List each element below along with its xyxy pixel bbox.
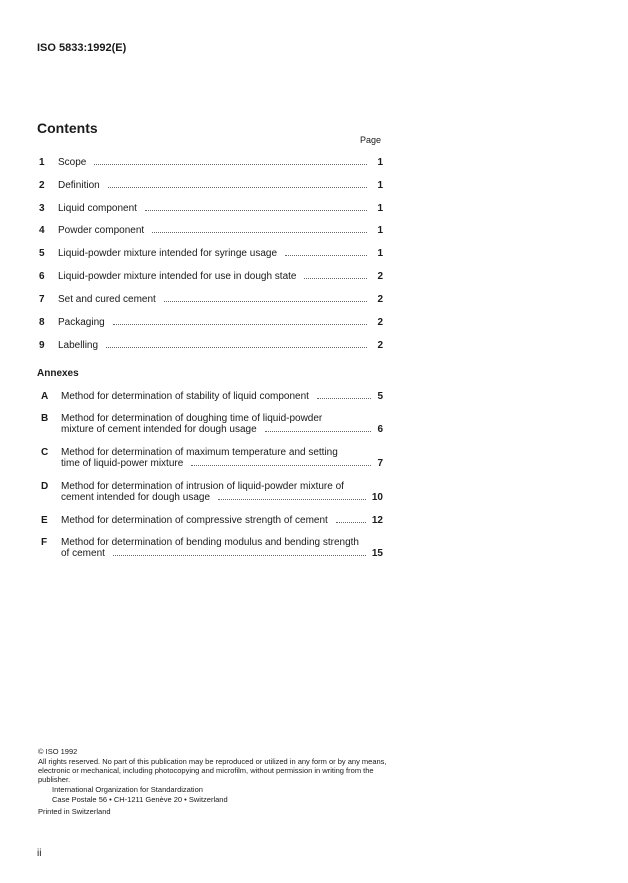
contents-heading: Contents <box>37 120 98 136</box>
toc-entry-page: 2 <box>377 340 383 351</box>
toc-entry-label: Labelling <box>58 340 99 351</box>
toc-entry-page: 1 <box>377 180 383 191</box>
toc-entry-label: Liquid-powder mixture intended for use in dough state <box>58 271 297 282</box>
toc-entry-number: 3 <box>39 203 45 214</box>
annex-page: 7 <box>377 458 383 469</box>
leader-dots <box>94 164 367 165</box>
annex-letter: C <box>41 447 49 458</box>
toc-entry-number: 4 <box>39 225 45 236</box>
annex-title-line2: time of liquid-power mixture <box>61 458 184 469</box>
toc-entry-label: Packaging <box>58 317 105 328</box>
page-column-label: Page <box>360 135 382 145</box>
annex-title-line1: Method for determination of maximum temperature and setting <box>61 447 338 458</box>
annex-letter: E <box>41 515 48 526</box>
annex-letter: A <box>41 391 49 402</box>
annex-page: 10 <box>371 492 383 503</box>
toc-entry-number: 5 <box>39 248 45 259</box>
annex-title-line2: cement intended for dough usage <box>61 492 210 503</box>
annex-title-line2: mixture of cement intended for dough usage <box>61 424 257 435</box>
annex-title-line2: of cement <box>61 548 105 559</box>
toc-entry-number: 1 <box>39 157 45 168</box>
leader-dots <box>113 324 367 325</box>
annex-page: 12 <box>371 515 383 526</box>
leader-dots <box>164 301 367 302</box>
leader-dots <box>113 555 366 556</box>
leader-dots <box>265 431 372 432</box>
standard-identifier: ISO 5833:1992(E) <box>37 42 127 54</box>
toc-entry-number: 9 <box>39 340 45 351</box>
toc-entry-label: Liquid-powder mixture intended for syringe usage <box>58 248 278 259</box>
toc-entry-number: 7 <box>39 294 45 305</box>
annex-title: Method for determination of compressive strength of cement <box>61 515 328 526</box>
toc-entry-label: Scope <box>58 157 87 168</box>
leader-dots <box>191 465 371 466</box>
annex-title-line1: Method for determination of intrusion of liquid-powder mixture of <box>61 481 344 492</box>
toc-entry-page: 1 <box>377 248 383 259</box>
printed-in: Printed in Switzerland <box>38 807 111 816</box>
annex-letter: F <box>41 537 48 548</box>
toc-entry-page: 2 <box>377 317 383 328</box>
toc-entry-page: 1 <box>377 203 383 214</box>
toc-entry-number: 2 <box>39 180 45 191</box>
annex-page: 6 <box>377 424 383 435</box>
annex-page: 15 <box>371 548 383 559</box>
leader-dots <box>304 278 367 279</box>
organization-name: International Organization for Standardization <box>52 785 203 794</box>
leader-dots <box>145 210 367 211</box>
annex-title-line1: Method for determination of doughing time of liquid-powder <box>61 413 323 424</box>
toc-entry-page: 2 <box>377 294 383 305</box>
toc-entry-page: 1 <box>377 225 383 236</box>
annex-letter: B <box>41 413 49 424</box>
organization-address: Case Postale 56 • CH-1211 Genève 20 • Switzerland <box>52 795 228 804</box>
leader-dots <box>152 232 367 233</box>
annex-page: 5 <box>377 391 383 402</box>
toc-entry-label: Liquid component <box>58 203 137 214</box>
copyright-block <box>38 747 388 816</box>
leader-dots <box>106 347 367 348</box>
page-number: ii <box>37 848 42 859</box>
annex-letter: D <box>41 481 49 492</box>
leader-dots <box>218 499 366 500</box>
toc-entry-number: 8 <box>39 317 45 328</box>
toc-entry-page: 1 <box>377 157 383 168</box>
toc-entry-page: 2 <box>377 271 383 282</box>
leader-dots <box>285 255 367 256</box>
leader-dots <box>108 187 367 188</box>
annex-title: Method for determination of stability of liquid component <box>61 391 309 402</box>
toc-entry-number: 6 <box>39 271 45 282</box>
annexes-heading: Annexes <box>37 368 79 379</box>
annex-title-line1: Method for determination of bending modulus and bending strength <box>61 537 359 548</box>
toc-entry-label: Set and cured cement <box>58 294 156 305</box>
toc-entry-label: Definition <box>58 180 100 191</box>
leader-dots <box>336 522 366 523</box>
toc-entry-label: Powder component <box>58 225 145 236</box>
leader-dots <box>317 398 372 399</box>
copyright-notice: © ISO 1992 <box>38 747 78 756</box>
rights-statement: All rights reserved. No part of this publication may be reproduced or utilized in any form or by any means, electronic or mechanical, including photocopying and microfilm, without permission in writing from the publisher. <box>38 757 387 784</box>
